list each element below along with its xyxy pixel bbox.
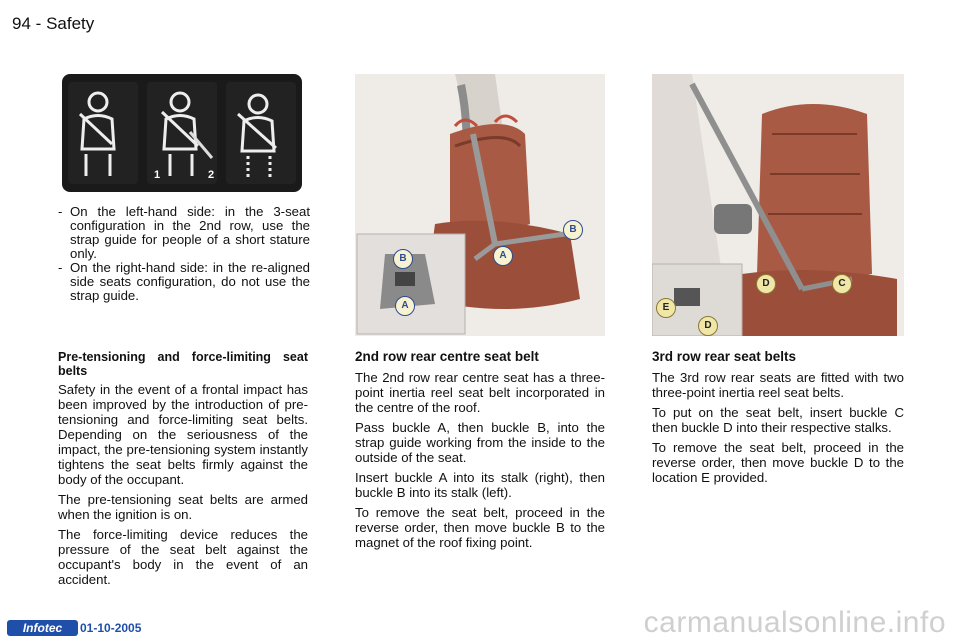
seatbelt-pictogram [62,74,302,192]
header-separator: - [35,14,42,33]
infotec-logo: Infotec [7,620,78,636]
third-row-title: 3rd row rear seat belts [652,349,797,364]
callout-a-main: A [493,246,513,266]
callout-d-inset: D [698,316,718,336]
strap-guide-bullets [58,205,310,303]
callout-a-inset: A [395,296,415,316]
centre-para-3: Insert buckle A into its stalk (right), then buckle B into its stalk (left). [355,470,605,500]
centre-belt-text [355,370,605,555]
callout-c-main: C [832,274,852,294]
centre-seat-photo [355,74,605,336]
bullet-right-hand: - On the right-hand side: in the re-aligned side seats configuration, do not use the strap guide. [58,260,310,303]
third-para-3: To remove the seat belt, proceed in the reverse order, then move buckle D to the location E provided. [652,440,904,485]
third-para-2: To put on the seat belt, insert buckle C then buckle D into their respective stalks. [652,405,904,435]
section-title: Safety [46,14,95,33]
pictogram-svg [62,74,302,192]
bullet-left-hand: - On the left-hand side: in the 3-seat configuration in the 2nd row, use the strap guide for people of a short stature only. [58,204,310,261]
pretension-heading: Pre-tensioning and force-limiting seat belts [58,350,308,378]
third-row-text [652,370,904,490]
page-number: 94 [12,14,31,33]
callout-d-main: D [756,274,776,294]
page-header [12,14,94,34]
footer-date: 01-10-2005 [80,621,142,635]
pretension-para-1: Safety in the event of a frontal impact has been improved by the introduction of pre-tensioning and force-limiting seat belts. Depending on the seriousness of the impact, the pre-tensioning system instantly tightens the seat belts firmly against the body of the occupant. [58,382,308,487]
third-para-1: The 3rd row rear seats are fitted with two three-point inertia reel seat belts. [652,370,904,400]
callout-b-main: B [563,220,583,240]
site-watermark: carmanualsonline.info [643,606,946,639]
centre-belt-title: 2nd row rear centre seat belt [355,349,539,364]
pretension-para-2: The pre-tensioning seat belts are armed when the ignition is on. [58,492,308,522]
pretension-section [58,350,308,592]
callout-b-inset: B [393,249,413,269]
centre-para-4: To remove the seat belt, proceed in the reverse order, then move buckle B to the magnet of the roof fixing point. [355,505,605,550]
pictogram-label-2: 2 [208,169,215,181]
third-row-photo [652,74,904,336]
pretension-para-3: The force-limiting device reduces the pressure of the seat belt against the occupant's body in the event of an accident. [58,527,308,587]
centre-para-2: Pass buckle A, then buckle B, into the strap guide working from the inside to the outside of the seat. [355,420,605,465]
centre-para-1: The 2nd row rear centre seat has a three-point inertia reel seat belt incorporated in the centre of the roof. [355,370,605,415]
pictogram-label-1: 1 [154,169,161,181]
callout-e-inset: E [656,298,676,318]
